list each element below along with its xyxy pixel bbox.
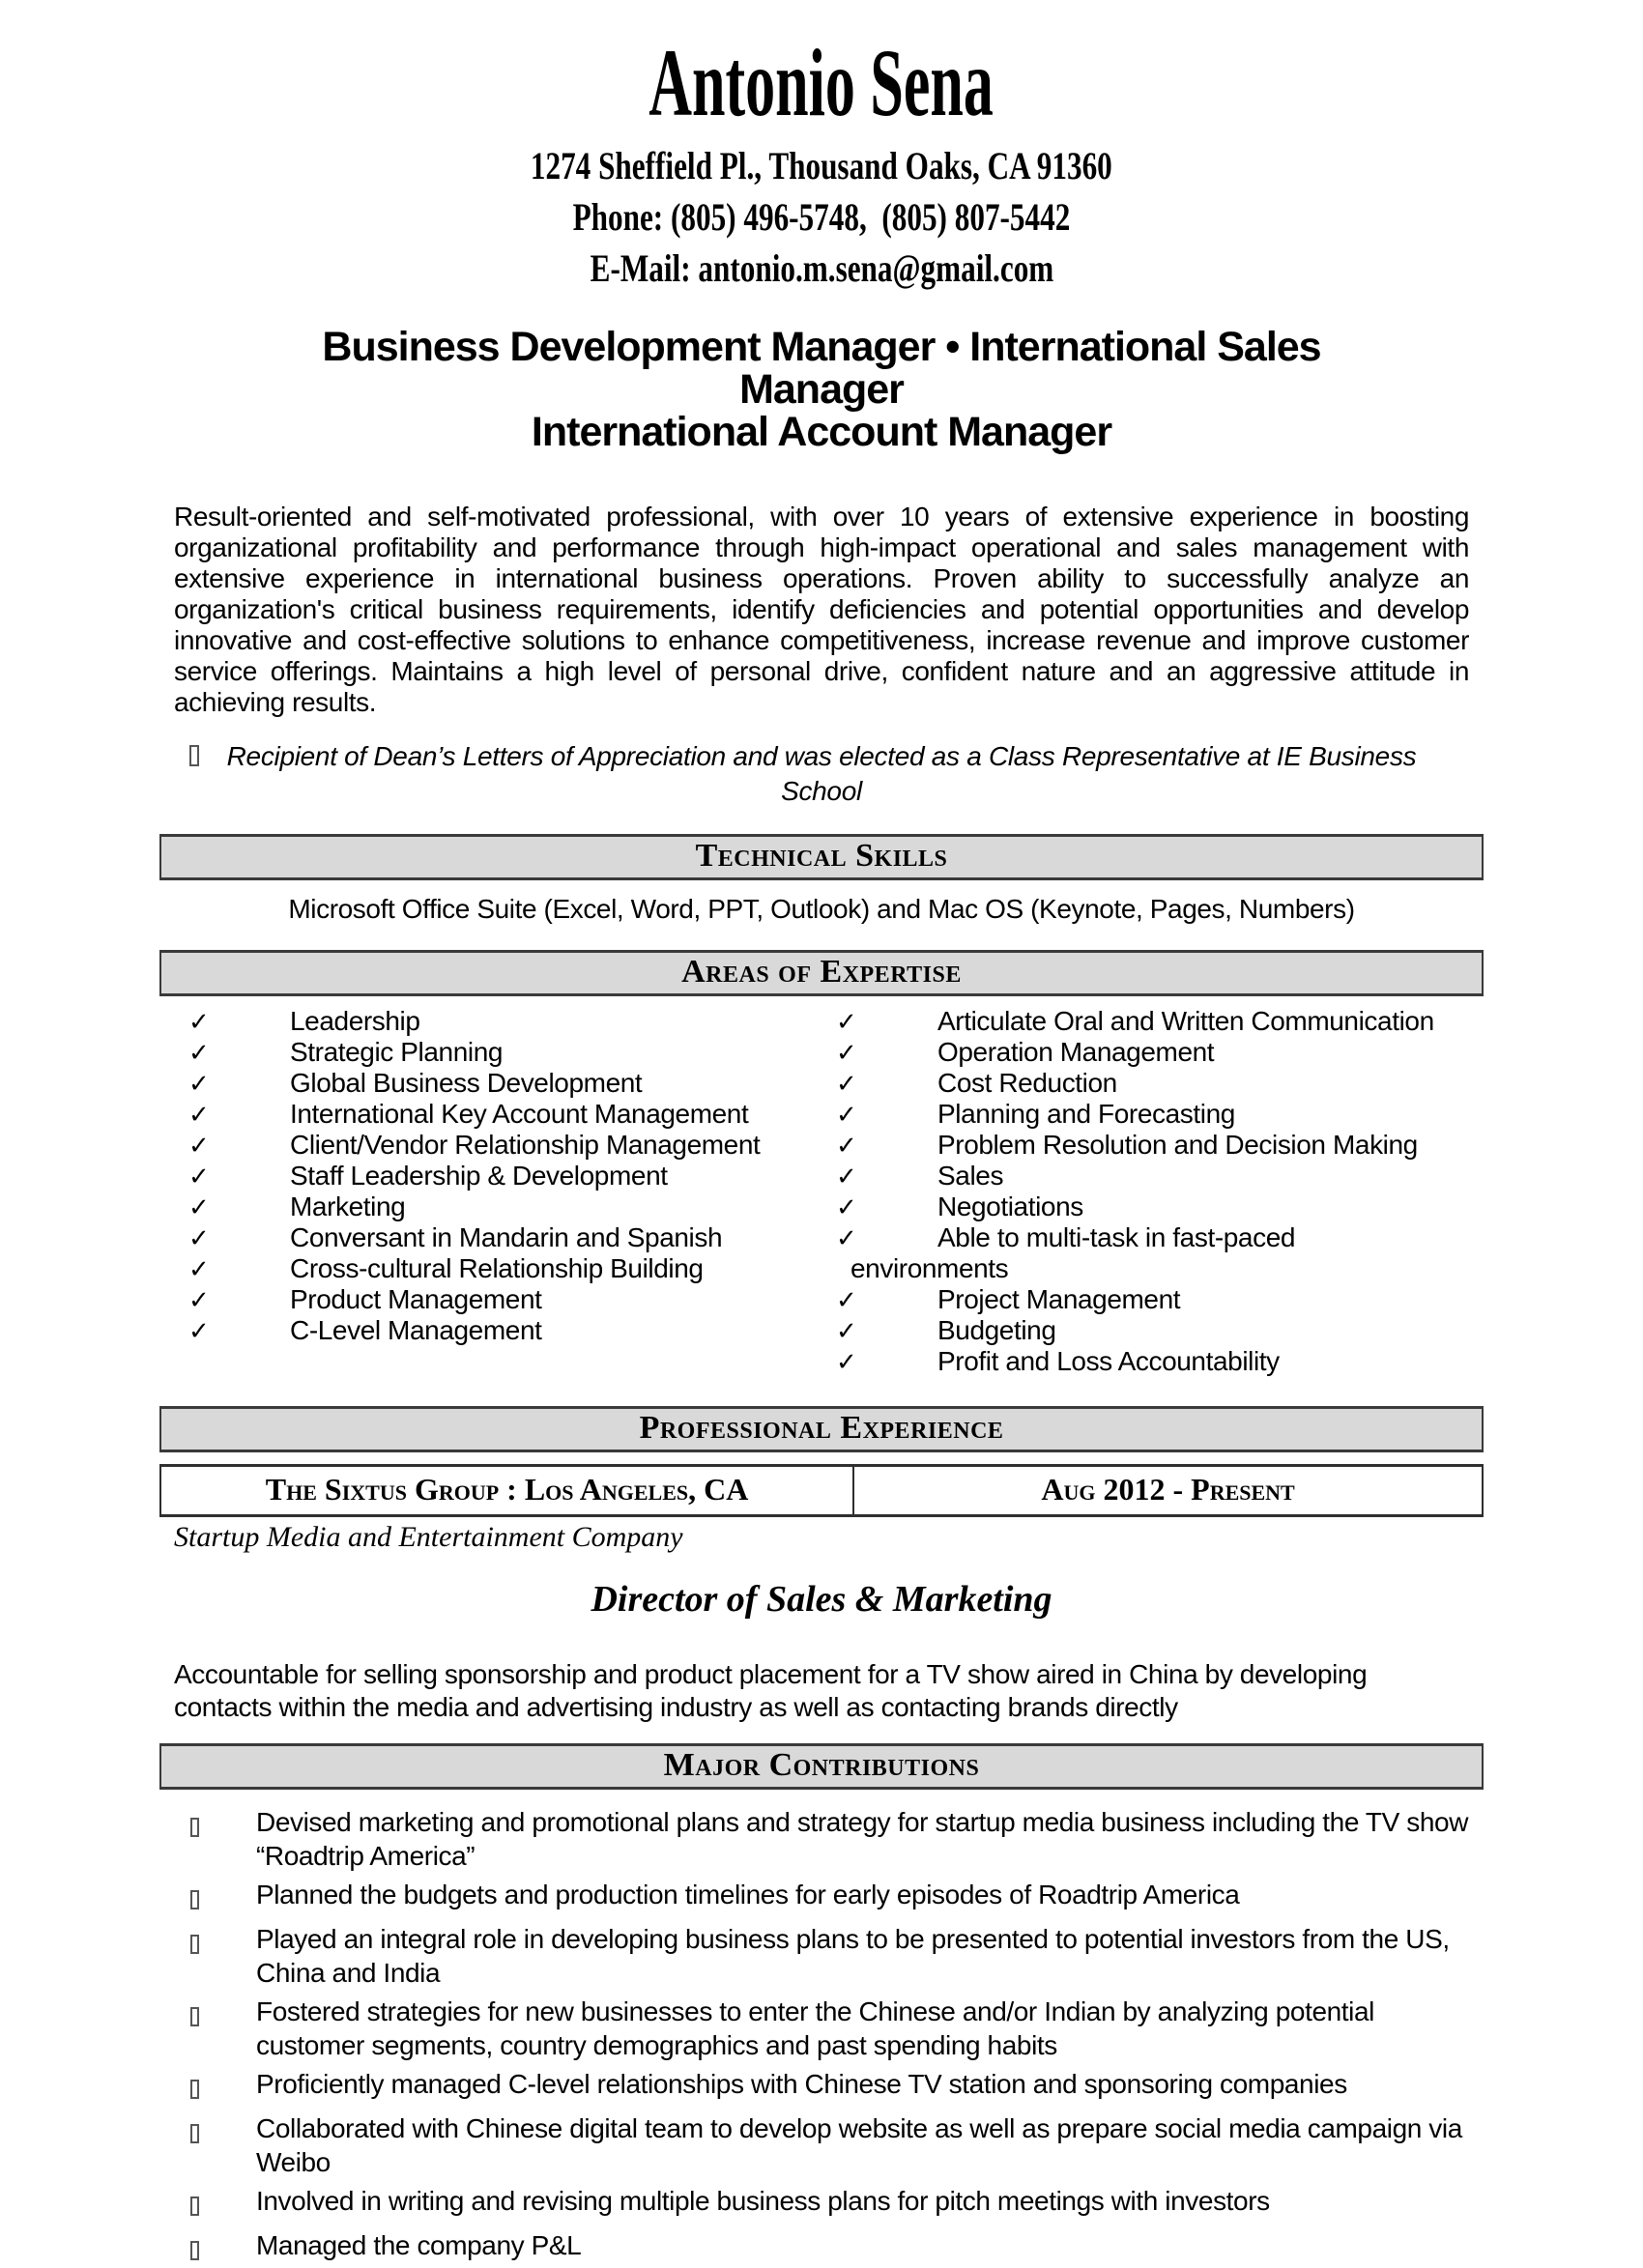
expertise-item-label: Articulate Oral and Written Communication	[937, 1006, 1434, 1036]
contribution-item	[174, 1878, 1469, 1917]
expertise-item-label: Cross-cultural Relationship Building	[290, 1253, 704, 1283]
highlight-line	[174, 739, 1469, 809]
expertise-item	[174, 1161, 822, 1191]
expertise-columns	[174, 1006, 1469, 1377]
role-summary: Accountable for selling sponsorship and product placement for a TV show aired in China by developing contacts within the media and advertising industry as well as contacting brands directly	[174, 1659, 1368, 1722]
contribution-text: Involved in writing and revising multiple business plans for pitch meetings with investors	[256, 2186, 1270, 2216]
checkmark-icon: ✓	[836, 1069, 857, 1098]
expertise-item-label: International Key Account Management	[290, 1099, 749, 1129]
expertise-right-column	[822, 1006, 1469, 1377]
contribution-text: Fostered strategies for new businesses to enter the Chinese and/or Indian by analyzing potential customer segments, country demographics and past spending habits	[256, 1996, 1374, 2060]
expertise-item	[822, 1161, 1469, 1191]
expertise-item	[174, 1130, 822, 1161]
expertise-item-label: Cost Reduction	[937, 1068, 1117, 1098]
header	[174, 29, 1469, 299]
highlight-text: Recipient of Dean’s Letters of Appreciation and was elected as a Class Representative at IE Business School	[226, 741, 1417, 806]
areas-of-expertise-heading: Areas of Expertise	[681, 954, 962, 990]
square-bullet-icon	[190, 1890, 199, 1909]
expertise-item-label: Operation Management	[937, 1037, 1215, 1067]
contribution-text: Collaborated with Chinese digital team to develop website as well as prepare social media campaign via Weibo	[256, 2113, 1462, 2177]
email-text: E-Mail: antonio.m.sena@gmail.com	[590, 246, 1053, 290]
expertise-item-label: Staff Leadership & Development	[290, 1161, 668, 1191]
section-major-contributions-banner	[159, 1743, 1484, 1790]
checkmark-icon: ✓	[836, 1192, 857, 1221]
checkmark-icon: ✓	[836, 1131, 857, 1160]
expertise-item	[822, 1222, 1469, 1253]
expertise-item-label: Budgeting	[937, 1315, 1056, 1345]
contributions-list	[174, 1805, 1469, 2268]
company-description: Startup Media and Entertainment Company	[174, 1521, 683, 1553]
checkmark-icon: ✓	[836, 1100, 857, 1129]
expertise-item	[174, 1099, 822, 1130]
expertise-item	[822, 1346, 1469, 1377]
expertise-item	[822, 1068, 1469, 1099]
experience-dates-cell: Aug 2012 - Present	[1041, 1472, 1295, 1507]
expertise-item-label: Planning and Forecasting	[937, 1099, 1235, 1129]
section-areas-of-expertise-banner	[159, 950, 1484, 996]
expertise-item	[174, 1315, 822, 1346]
square-bullet-icon	[189, 745, 199, 766]
contribution-item	[174, 1805, 1469, 1873]
square-bullet-icon	[190, 1818, 199, 1837]
address-line	[174, 145, 1469, 196]
contribution-item	[174, 1995, 1469, 2062]
expertise-item	[822, 1284, 1469, 1315]
contribution-item	[174, 2111, 1469, 2179]
checkmark-icon: ✓	[188, 1162, 210, 1191]
checkmark-icon: ✓	[836, 1162, 857, 1191]
checkmark-icon: ✓	[836, 1007, 857, 1036]
phone-text: Phone: (805) 496-5748, (805) 807-5442	[572, 195, 1071, 239]
checkmark-icon: ✓	[836, 1316, 857, 1345]
checkmark-icon: ✓	[188, 1100, 210, 1129]
square-bullet-icon	[190, 2196, 199, 2216]
expertise-item-label: Sales	[937, 1161, 1004, 1191]
checkmark-icon: ✓	[188, 1254, 210, 1283]
expertise-item	[822, 1099, 1469, 1130]
checkmark-icon: ✓	[836, 1285, 857, 1314]
expertise-item-label: Strategic Planning	[290, 1037, 504, 1067]
contact-block	[174, 145, 1469, 299]
expertise-item-label: Able to multi-task in fast-paced	[937, 1222, 1296, 1252]
contribution-text: Managed the company P&L	[256, 2230, 582, 2260]
checkmark-icon: ✓	[188, 1007, 210, 1036]
contribution-text: Proficiently managed C-level relationships with Chinese TV station and sponsoring companies	[256, 2069, 1347, 2099]
expertise-item	[822, 1191, 1469, 1222]
contribution-text: Planned the budgets and production timelines for early episodes of Roadtrip America	[256, 1880, 1240, 1909]
job-title-primary: Business Development Manager • International Sales Manager	[322, 324, 1321, 413]
expertise-item-label: Marketing	[290, 1191, 406, 1221]
expertise-item	[822, 1130, 1469, 1161]
expertise-item	[822, 1006, 1469, 1037]
checkmark-icon: ✓	[188, 1069, 210, 1098]
experience-company-cell: The Sixtus Group : Los Angeles, CA	[161, 1467, 854, 1514]
expertise-item	[174, 1006, 822, 1037]
expertise-item-label: Profit and Loss Accountability	[937, 1346, 1280, 1376]
email-line	[174, 247, 1469, 299]
contribution-item	[174, 2228, 1469, 2268]
square-bullet-icon	[190, 2080, 199, 2099]
checkmark-icon: ✓	[188, 1316, 210, 1345]
contribution-item	[174, 2067, 1469, 2107]
section-professional-experience-banner	[159, 1406, 1484, 1452]
technical-skills-heading: Technical Skills	[695, 838, 948, 874]
professional-experience-heading: Professional Experience	[639, 1410, 1004, 1446]
job-titles	[246, 326, 1397, 453]
candidate-name: Antonio Sena	[649, 29, 994, 136]
summary-paragraph: Result-oriented and self-motivated professional, with over 10 years of extensive experience in boosting organizational profitability and performance through high-impact operational and sales management with extensive experience in international business operations. Proven ability to successfully analyze an organization's critical business requirements, identify deficiencies and potential opportunities and develop innovative and cost-effective solutions to enhance competitiveness, increase revenue and improve customer service offerings. Maintains a high level of personal drive, confident nature and an aggressive attitude in achieving results.	[174, 502, 1469, 717]
expertise-item-label: C-Level Management	[290, 1315, 542, 1345]
expertise-item-label: Problem Resolution and Decision Making	[937, 1130, 1418, 1160]
contribution-text: Played an integral role in developing business plans to be presented to potential investors from the US, China and India	[256, 1924, 1450, 1988]
expertise-item-label: Negotiations	[937, 1191, 1083, 1221]
role-title: Director of Sales & Marketing	[591, 1579, 1052, 1620]
checkmark-icon: ✓	[836, 1223, 857, 1252]
technical-skills-content: Microsoft Office Suite (Excel, Word, PPT, Outlook) and Mac OS (Keynote, Pages, Numbers)	[288, 894, 1355, 924]
checkmark-icon: ✓	[836, 1038, 857, 1067]
square-bullet-icon	[190, 1935, 199, 1954]
checkmark-icon: ✓	[188, 1285, 210, 1314]
checkmark-icon: ✓	[188, 1223, 210, 1252]
expertise-item-label: Project Management	[937, 1284, 1181, 1314]
checkmark-icon: ✓	[836, 1347, 857, 1376]
expertise-item-label: Leadership	[290, 1006, 420, 1036]
square-bullet-icon	[190, 2241, 199, 2260]
checkmark-icon: ✓	[188, 1192, 210, 1221]
expertise-item-label: Client/Vendor Relationship Management	[290, 1130, 761, 1160]
checkmark-icon: ✓	[188, 1038, 210, 1067]
expertise-item-label: Global Business Development	[290, 1068, 643, 1098]
job-title-secondary: International Account Manager	[531, 409, 1112, 455]
expertise-item	[174, 1222, 822, 1253]
phone-line	[174, 196, 1469, 247]
checkmark-icon: ✓	[188, 1131, 210, 1160]
expertise-item-label: environments	[850, 1253, 1009, 1283]
expertise-item	[174, 1068, 822, 1099]
candidate-name-line	[174, 29, 1469, 136]
contribution-item	[174, 2184, 1469, 2224]
section-technical-skills-banner	[159, 834, 1484, 880]
expertise-left-column	[174, 1006, 822, 1377]
address-text: 1274 Sheffield Pl., Thousand Oaks, CA 91360	[531, 144, 1112, 187]
expertise-item	[174, 1284, 822, 1315]
expertise-item-label: Product Management	[290, 1284, 542, 1314]
expertise-item	[174, 1191, 822, 1222]
major-contributions-heading: Major Contributions	[663, 1747, 980, 1783]
expertise-item	[174, 1253, 822, 1284]
experience-table	[159, 1464, 1484, 1517]
expertise-item	[822, 1315, 1469, 1346]
expertise-item-continuation	[822, 1253, 1469, 1284]
contribution-item	[174, 1922, 1469, 1990]
expertise-item-label: Conversant in Mandarin and Spanish	[290, 1222, 723, 1252]
square-bullet-icon	[190, 2124, 199, 2143]
contribution-text: Devised marketing and promotional plans and strategy for startup media business including the TV show “Roadtrip America”	[256, 1807, 1469, 1871]
expertise-item	[174, 1037, 822, 1068]
square-bullet-icon	[190, 2007, 199, 2026]
expertise-item	[822, 1037, 1469, 1068]
